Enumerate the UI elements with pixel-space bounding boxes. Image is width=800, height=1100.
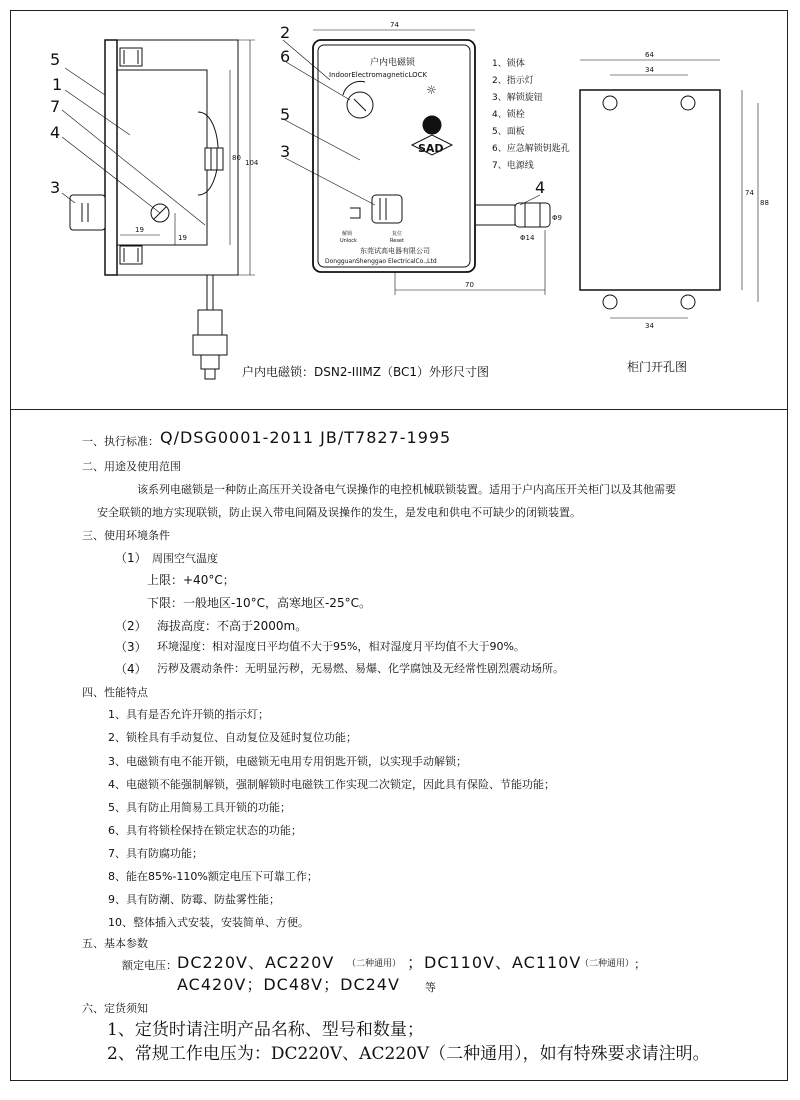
- s1-value: Q/DSG0001-2011 JB/T7827-1995: [160, 428, 452, 447]
- callout-6: 6: [280, 47, 291, 66]
- panel-unlock-en: Unlock: [340, 238, 357, 244]
- legend-item: 5、面板: [492, 127, 525, 137]
- cutout-view: [580, 60, 758, 318]
- dim-19-w: 19: [135, 226, 144, 234]
- s1-label: 一、执行标准：: [82, 435, 159, 448]
- env2-num: （2）: [115, 619, 147, 633]
- callout-4-side: 4: [50, 123, 61, 142]
- env3: 环境湿度：相对湿度日平均值不大于95%，相对湿度月平均值不大于90%。: [157, 640, 525, 653]
- order-1: 1、定货时请注明产品名称、型号和数量；: [107, 1020, 424, 1040]
- legend-item: 3、解锁旋钮: [492, 93, 543, 103]
- panel-reset-en: Reset: [390, 238, 404, 244]
- legend-item: 6、应急解锁钥匙孔: [492, 144, 570, 154]
- rated-l1c: ；DC110V、AC110V: [407, 953, 582, 972]
- dim-104: 104: [245, 159, 259, 167]
- s3-label: 三、使用环境条件: [82, 529, 170, 542]
- rated-l1b: （二种通用）: [347, 959, 402, 969]
- dim-74-top: 74: [390, 21, 399, 29]
- feature-item: 5、具有防止用简易工具开锁的功能；: [108, 801, 291, 814]
- panel-company-cn: 东莞试高电器有限公司: [360, 247, 430, 255]
- s2-p1: 该系列电磁锁是一种防止高压开关设备电气误操作的电控机械联锁装置。适用于户内高压开关柜门以及其他需要: [137, 483, 676, 496]
- rated-l2b: 等: [425, 981, 436, 994]
- rated-label: 额定电压：: [122, 959, 177, 972]
- callout-5-front: 5: [280, 105, 291, 124]
- caption-cutout: 柜门开孔图: [627, 360, 688, 374]
- legend-item: 7、电源线: [492, 161, 534, 171]
- feature-item: 9、具有防潮、防霉、防盐雾性能；: [108, 893, 280, 906]
- env1-lower: 下限：一般地区-10°C，高寒地区-25°C。: [147, 596, 371, 610]
- env1-num: （1）: [115, 551, 147, 565]
- s5-label: 五、基本参数: [82, 937, 148, 950]
- sun-icon: ☼: [426, 83, 437, 97]
- caption-main: 户内电磁锁：DSN2-IIIMZ（BC1）外形尺寸图: [242, 365, 490, 379]
- s6-label: 六、定货须知: [82, 1002, 148, 1015]
- legend-item: 4、锁栓: [492, 110, 525, 120]
- s4-label: 四、性能特点: [82, 686, 148, 699]
- rated-l2a: AC420V；DC48V；DC24V: [177, 975, 400, 994]
- rated-l1e: ；: [634, 957, 647, 971]
- env3-num: （3）: [115, 640, 147, 654]
- callout-2: 2: [280, 23, 291, 42]
- legend-item: 2、指示灯: [492, 76, 534, 86]
- feature-item: 10、整体插入式安装，安装简单、方便。: [108, 916, 309, 929]
- dim-70: 70: [465, 281, 474, 289]
- panel-company-en: DongguanShenggao ElectricalCo.,Ltd: [325, 258, 437, 265]
- rated-l1d: （二种通用）: [580, 959, 635, 969]
- feature-item: 6、具有将锁栓保持在锁定状态的功能；: [108, 824, 302, 837]
- env4-num: （4）: [115, 662, 147, 676]
- env4: 污秽及震动条件：无明显污秽，无易燃、易爆、化学腐蚀及无经常性剧烈震动场所。: [157, 662, 564, 675]
- panel-title-en: IndoorElectromagneticLOCK: [329, 71, 428, 79]
- dim-88: 88: [760, 199, 769, 207]
- callout-1: 1: [52, 75, 63, 94]
- panel-reset-cn: 复位: [392, 231, 403, 237]
- callout-4-front: 4: [535, 178, 546, 197]
- order-2: 2、常规工作电压为：DC220V、AC220V（二种通用），如有特殊要求请注明。: [107, 1044, 710, 1064]
- env2: 海拔高度：不高于2000m。: [157, 619, 308, 633]
- technical-drawing: [0, 0, 800, 410]
- dim-34-top: 34: [645, 66, 654, 74]
- callout-7: 7: [50, 97, 61, 116]
- dim-phi9: Φ9: [552, 214, 562, 222]
- s2-p2: 安全联锁的地方实现联锁，防止误入带电间隔及误操作的发生，是发电和供电不可缺少的闭锁装置。: [97, 506, 581, 519]
- dim-34-bottom: 34: [645, 322, 654, 330]
- env1-upper: 上限：+40°C；: [147, 573, 235, 587]
- dim-phi14: Φ14: [520, 234, 535, 242]
- env1-title: 周围空气温度: [152, 552, 218, 565]
- rated-l1a: DC220V、AC220V: [177, 953, 335, 972]
- feature-item: 1、具有是否允许开锁的指示灯；: [108, 708, 269, 721]
- panel-title-cn: 户内电磁锁: [370, 58, 416, 68]
- feature-item: 3、电磁锁有电不能开锁，电磁锁无电用专用钥匙开锁，以实现手动解锁；: [108, 755, 467, 768]
- s2-label: 二、用途及使用范围: [82, 460, 181, 473]
- callout-3-side: 3: [50, 178, 61, 197]
- callout-5-side: 5: [50, 50, 61, 69]
- feature-item: 2、锁栓具有手动复位、自动复位及延时复位功能；: [108, 731, 357, 744]
- side-view: [62, 40, 255, 379]
- dim-74-cut: 74: [745, 189, 754, 197]
- callout-3-front: 3: [280, 142, 291, 161]
- dim-19-h: 19: [178, 234, 187, 242]
- feature-item: 4、电磁锁不能强制解锁，强制解锁时电磁铁工作实现二次锁定，因此具有保险、节能功能；: [108, 778, 555, 791]
- legend-item: 1、锁体: [492, 59, 525, 69]
- feature-item: 8、能在85%-110%额定电压下可靠工作；: [108, 870, 318, 883]
- panel-unlock-cn: 解锁: [342, 231, 353, 237]
- feature-item: 7、具有防腐功能；: [108, 847, 203, 860]
- panel-logo: SAD: [418, 142, 444, 155]
- dim-64: 64: [645, 51, 654, 59]
- dim-80: 80: [232, 154, 241, 162]
